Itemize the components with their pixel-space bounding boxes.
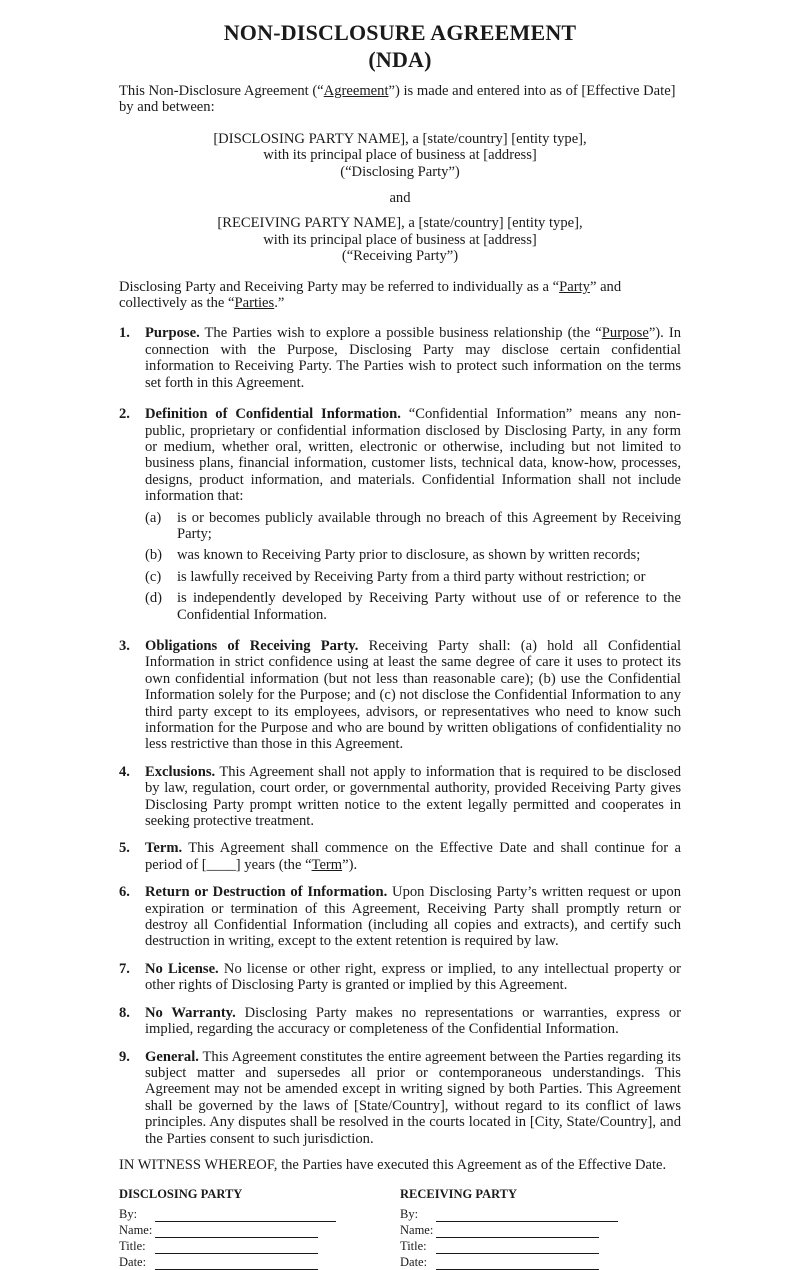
section-heading: Term. bbox=[145, 840, 183, 857]
intro-before: This Non-Disclosure Agreement (“ bbox=[119, 83, 324, 99]
section-text: ”). bbox=[342, 856, 358, 873]
section-body bbox=[145, 406, 681, 623]
section-number: 6. bbox=[119, 884, 130, 901]
receiving-party-line: with its principal place of business at [address] bbox=[263, 231, 537, 248]
exception-text: is lawfully received by Receiving Party from a third party without restriction; or bbox=[177, 568, 646, 585]
signature-label: Name: bbox=[119, 1223, 153, 1238]
section-text: Receiving Party shall: (a) hold all Confidential Information in strict confidence using at least the same degree of care it uses to protect its own confidential information (but not less than reasonable care); (b) use the Confidential Information solely for the Purpose; and (c) not disclose the Confidential Information to any third party except to its employees, advisors, or representatives who need to know such information for the Purpose and who are bound by written obligations of confidentiality no less restrictive than those in this Agreement. bbox=[145, 637, 681, 753]
section-heading: Definition of Confidential Information. bbox=[145, 406, 401, 423]
signature-block bbox=[119, 1186, 681, 1270]
signature-row-date bbox=[119, 1254, 400, 1270]
disclosing-party-line: [DISCLOSING PARTY NAME], a [state/country] [entity type], bbox=[213, 130, 587, 147]
signature-row-by bbox=[119, 1206, 400, 1222]
by-signature-line[interactable] bbox=[155, 1209, 336, 1222]
party-defined-term: Party bbox=[559, 278, 590, 295]
exception-item bbox=[145, 590, 681, 623]
receiving-party-block bbox=[119, 215, 681, 264]
signature-row-title bbox=[119, 1238, 400, 1254]
signature-row-by bbox=[400, 1206, 681, 1222]
section-text: “Confidential Information” means any non-public, proprietary or confidential information disclosed by Disclosing Party, in any form or medium, whether oral, written, electronic or otherwise, including but not limited to business plans, financial information, customer lists, technical data, know-how, processes, designs, product information, and materials. Confidential Information shall not include information that: bbox=[145, 406, 682, 505]
date-signature-line[interactable] bbox=[155, 1257, 318, 1270]
section-body bbox=[145, 638, 681, 753]
section-number: 5. bbox=[119, 840, 130, 857]
title-line-2: (NDA) bbox=[368, 47, 432, 72]
section-text: This Agreement shall commence on the Effective Date and shall continue for a period of [____] years (the “ bbox=[145, 840, 681, 873]
section-number: 2. bbox=[119, 406, 130, 423]
intro-defined-term: Agreement bbox=[323, 83, 389, 99]
term-defined-term: Term bbox=[311, 856, 343, 873]
signature-label: By: bbox=[400, 1207, 419, 1222]
exception-label: (a) bbox=[145, 509, 162, 526]
signature-label: Name: bbox=[400, 1223, 434, 1238]
signature-label: Date: bbox=[400, 1255, 428, 1270]
signature-row-title bbox=[400, 1238, 681, 1254]
section-term bbox=[119, 840, 681, 873]
section-number: 1. bbox=[119, 325, 130, 342]
section-no-license bbox=[119, 961, 681, 994]
exception-text: is or becomes publicly available through no breach of this Agreement by Receiving Party; bbox=[177, 509, 681, 542]
section-heading: No License. bbox=[145, 960, 219, 977]
exception-label: (d) bbox=[145, 590, 163, 607]
disclosing-party-line: (“Disclosing Party”) bbox=[340, 163, 460, 180]
section-heading: Purpose. bbox=[145, 325, 200, 342]
document-title bbox=[119, 0, 681, 73]
section-text: ”). In connection with the Purpose, Disclosing Party may disclose certain confidential information to Receiving Party. The Parties wish to protect such information on the terms set forth in this Agreement. bbox=[145, 325, 681, 391]
section-body bbox=[145, 325, 681, 391]
section-number: 7. bbox=[119, 960, 130, 977]
section-number: 4. bbox=[119, 763, 130, 780]
disclosing-signature-column bbox=[119, 1186, 400, 1270]
section-text: Disclosing Party makes no representations or warranties, express or implied, regarding the accuracy or completeness of the Confidential Information. bbox=[145, 1004, 681, 1038]
signature-label: Title: bbox=[119, 1239, 146, 1254]
section-obligations bbox=[119, 638, 681, 753]
referred-before: Disclosing Party and Receiving Party may be referred to individually as a “ bbox=[119, 278, 560, 295]
name-signature-line[interactable] bbox=[436, 1225, 599, 1238]
section-number: 8. bbox=[119, 1004, 130, 1021]
section-body bbox=[145, 961, 681, 994]
section-text: This Agreement constitutes the entire agreement between the Parties regarding its subject matter and supersedes all prior or contemporaneous understandings. This Agreement may not be amended except in writing signed by both Parties. This Agreement shall be governed by the laws of [State/Country], without regard to its conflict of laws principles. Any disputes shall be resolved in the courts located in [City, State/Country], and the Parties consent to such jurisdiction. bbox=[145, 1048, 681, 1147]
section-text: The Parties wish to explore a possible business relationship (the “ bbox=[199, 325, 602, 342]
section-text: This Agreement shall not apply to information that is required to be disclosed by law, regulation, court order, or governmental authority, provided Receiving Party gives Disclosing Party prompt written notice to the extent legally permitted and cooperates in seeking protective treatment. bbox=[145, 763, 681, 830]
receiving-party-line: (“Receiving Party”) bbox=[341, 248, 459, 265]
by-signature-line[interactable] bbox=[436, 1209, 618, 1222]
signature-row-name bbox=[119, 1222, 400, 1238]
section-definition bbox=[119, 406, 681, 623]
title-signature-line[interactable] bbox=[436, 1241, 599, 1254]
exception-text: was known to Receiving Party prior to disclosure, as shown by written records; bbox=[177, 547, 641, 564]
disclosing-party-line: with its principal place of business at [address] bbox=[263, 147, 537, 164]
date-signature-line[interactable] bbox=[436, 1257, 599, 1270]
section-heading: Exclusions. bbox=[145, 763, 216, 780]
intro-after: ”) is made and entered into as of [Effective Date] by and between: bbox=[119, 83, 676, 116]
section-heading: Obligations of Receiving Party. bbox=[145, 637, 359, 654]
title-line-1: NON-DISCLOSURE AGREEMENT bbox=[223, 20, 577, 45]
receiving-signature-column bbox=[400, 1186, 681, 1270]
signature-label: Date: bbox=[119, 1255, 147, 1270]
referred-middle: ” and collectively as the “ bbox=[119, 278, 622, 312]
section-text: Upon Disclosing Party’s written request or upon expiration or termination of this Agreement, Receiving Party shall promptly return or destroy all Confidential Information (including all copies and extracts), and certify such destruction in writing, except to the extent retention is required by law. bbox=[145, 884, 681, 950]
and-separator: and bbox=[389, 190, 411, 207]
purpose-defined-term: Purpose bbox=[601, 325, 649, 342]
disclosing-party-block bbox=[119, 131, 681, 180]
parties-defined-term: Parties bbox=[234, 295, 275, 312]
exception-item bbox=[145, 547, 681, 563]
exception-label: (c) bbox=[145, 568, 162, 585]
exception-text: is independently developed by Receiving Party without use of or reference to the Confidential Information. bbox=[177, 590, 681, 623]
section-purpose bbox=[119, 325, 681, 391]
referred-after: .” bbox=[274, 295, 285, 312]
section-text: No license or other right, express or implied, to any intellectual property or other rights of Disclosing Party is granted or implied by this Agreement. bbox=[145, 960, 681, 994]
section-number: 3. bbox=[119, 637, 130, 654]
section-body bbox=[145, 1005, 681, 1038]
name-signature-line[interactable] bbox=[155, 1225, 318, 1238]
disclosing-signature-title: DISCLOSING PARTY bbox=[119, 1187, 243, 1202]
section-heading: Return or Destruction of Information. bbox=[145, 884, 388, 901]
exception-item bbox=[145, 510, 681, 543]
exception-item bbox=[145, 569, 681, 585]
intro-paragraph bbox=[119, 83, 681, 116]
section-exclusions bbox=[119, 764, 681, 830]
witness-clause: IN WITNESS WHEREOF, the Parties have executed this Agreement as of the Effective Date. bbox=[119, 1156, 667, 1173]
exception-label: (b) bbox=[145, 547, 163, 564]
signature-row-date bbox=[400, 1254, 681, 1270]
section-body bbox=[145, 884, 681, 950]
section-body bbox=[145, 1049, 681, 1147]
section-body bbox=[145, 840, 681, 873]
signature-row-name bbox=[400, 1222, 681, 1238]
section-no-warranty bbox=[119, 1005, 681, 1038]
parties-definition-paragraph bbox=[119, 279, 681, 312]
section-number: 9. bbox=[119, 1048, 130, 1065]
title-signature-line[interactable] bbox=[155, 1241, 318, 1254]
signature-label: By: bbox=[119, 1207, 138, 1222]
section-heading: No Warranty. bbox=[145, 1004, 236, 1021]
receiving-party-line: [RECEIVING PARTY NAME], a [state/country] [entity type], bbox=[217, 215, 583, 232]
section-return-destruction bbox=[119, 884, 681, 950]
section-heading: General. bbox=[145, 1048, 199, 1065]
section-body bbox=[145, 764, 681, 830]
section-general bbox=[119, 1049, 681, 1147]
receiving-signature-title: RECEIVING PARTY bbox=[400, 1187, 518, 1202]
signature-label: Title: bbox=[400, 1239, 427, 1254]
